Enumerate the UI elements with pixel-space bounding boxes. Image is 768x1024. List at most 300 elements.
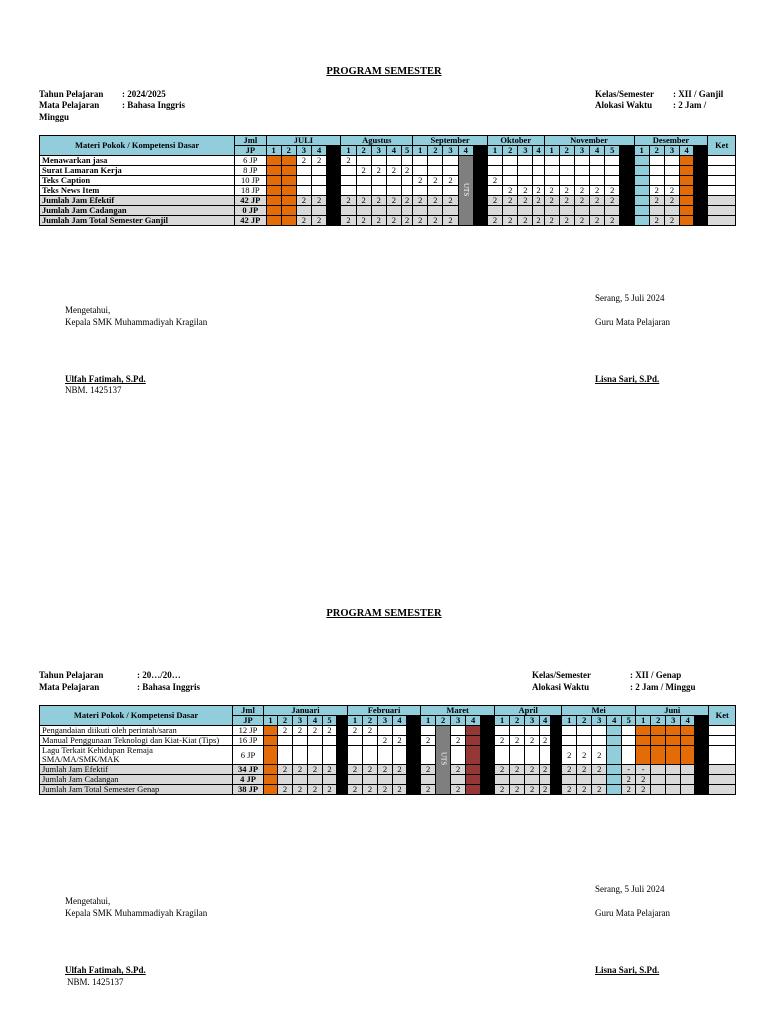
kelas-label: Kelas/Semester: [532, 670, 591, 680]
week-cell-value: 2: [356, 166, 371, 176]
week-cell: [487, 166, 502, 176]
week-cell-value: 2: [518, 196, 533, 206]
place-date: Serang, 5 Juli 2024: [595, 293, 665, 303]
week-cell: [337, 736, 348, 746]
kelas-value: : XII / Genap: [630, 670, 682, 680]
table-row: [40, 746, 736, 765]
week-cell: [636, 746, 651, 765]
header-jp: JP: [233, 716, 264, 726]
week-cell: [407, 785, 421, 795]
week-cell: [574, 156, 589, 166]
week-cell-value: 2: [341, 196, 356, 206]
week-cell: [327, 156, 341, 166]
week-cell: [311, 206, 326, 216]
week-cell: [327, 176, 341, 186]
week: 4: [680, 146, 694, 156]
week-cell: [607, 726, 622, 736]
week-cell: [323, 736, 337, 746]
week-cell: [281, 196, 296, 206]
week-cell-value: 2: [401, 216, 412, 226]
week-cell: [680, 196, 694, 206]
month-juli: JULI: [266, 136, 341, 146]
week-cell: [266, 156, 281, 166]
week-cell-value: 2: [574, 186, 589, 196]
week-cell: [495, 775, 510, 785]
week-cell: [708, 216, 736, 226]
table-row: [40, 186, 736, 196]
week-cell: [356, 206, 371, 216]
week-cell-value: 2: [503, 196, 518, 206]
week: 4: [308, 716, 323, 726]
week-cell: [393, 746, 407, 765]
week-cell-value: 2: [487, 196, 502, 206]
week: 4: [533, 146, 544, 156]
week: 1: [348, 716, 363, 726]
kelas-value: : XII / Ganjil: [673, 89, 724, 99]
week-cell: [281, 176, 296, 186]
week-cell: [323, 775, 337, 785]
row-materi: Teks News Item: [40, 186, 235, 196]
week-cell: [708, 156, 736, 166]
week-cell: [264, 765, 278, 775]
month-agustus: Agustus: [341, 136, 413, 146]
week-cell: [634, 186, 649, 196]
row-materi: Pengandaian diikuti oleh perintah/saran: [40, 726, 233, 736]
week-gap: [481, 716, 495, 726]
week-cell: [620, 206, 634, 216]
week-cell-value: 2: [386, 196, 401, 206]
week-cell-value: 2: [323, 726, 337, 736]
table-row: [40, 736, 736, 746]
week-cell: [694, 156, 708, 166]
week-cell: [281, 216, 296, 226]
week-cell-value: 2: [293, 785, 308, 795]
schedule-table-ganjil: [39, 135, 736, 226]
week-cell: [393, 775, 407, 785]
week-cell: [708, 166, 736, 176]
week-cell: [311, 166, 326, 176]
week-cell: [401, 186, 412, 196]
table-row: [40, 156, 736, 166]
row-materi: Lagu Terkait Kehidupan Remaja SMA/MA/SMK/MAK: [40, 746, 233, 765]
week-cell: [466, 775, 481, 785]
week-cell: [503, 166, 518, 176]
week-gap: [551, 716, 562, 726]
page-title-genap: PROGRAM SEMESTER: [326, 608, 442, 619]
uts-label: UTS: [439, 752, 448, 766]
week-cell: [264, 726, 278, 736]
week-cell: [363, 775, 378, 785]
table-row: [40, 166, 736, 176]
week-cell-value: 2: [544, 196, 559, 206]
alokasi-label: Alokasi Waktu: [532, 682, 590, 692]
week: 5: [605, 146, 620, 156]
week-cell-value: 2: [293, 765, 308, 775]
week-cell: [577, 736, 592, 746]
week-cell-value: 2: [636, 785, 651, 795]
week-cell: [378, 775, 393, 785]
week-cell: [574, 206, 589, 216]
week-cell: [421, 746, 436, 765]
alokasi-value: : 2 Jam / Minggu: [630, 682, 696, 692]
row-jp: 8 JP: [235, 166, 266, 176]
week-cell-value: 2: [559, 186, 574, 196]
week-cell: [266, 216, 281, 226]
week-cell: [413, 156, 428, 166]
week-cell: [407, 765, 421, 775]
week-cell: [681, 736, 695, 746]
week: 5: [401, 146, 412, 156]
month-maret: Maret: [421, 706, 495, 716]
week-cell-value: 2: [308, 765, 323, 775]
tahun-label: Tahun Pelajaran: [39, 89, 104, 99]
week-cell: [574, 176, 589, 186]
week-cell: [544, 156, 559, 166]
week-cell: [264, 736, 278, 746]
week-cell-value: 2: [393, 785, 407, 795]
week-cell: [264, 746, 278, 765]
week: 1: [266, 146, 281, 156]
week-cell-value: 2: [413, 216, 428, 226]
week-cell-value: 2: [293, 726, 308, 736]
week-cell: [481, 785, 495, 795]
week-cell: [636, 726, 651, 736]
week: 2: [363, 716, 378, 726]
week: 2: [428, 146, 443, 156]
week-cell: [694, 216, 708, 226]
week-cell-value: 2: [592, 785, 607, 795]
header-materi: Materi Pokok / Kompetensi Dasar: [40, 136, 235, 156]
week-cell-value: 2: [371, 166, 386, 176]
week-cell: [605, 206, 620, 216]
week-cell: [590, 166, 605, 176]
week: 1: [544, 146, 559, 156]
week: 1: [634, 146, 649, 156]
week-cell-value: 2: [296, 156, 311, 166]
week-cell: [337, 785, 348, 795]
table-row: [40, 216, 736, 226]
row-jp: 42 JP: [235, 196, 266, 206]
week-cell: [525, 746, 540, 765]
guru-title: Guru Mata Pelajaran: [595, 317, 670, 327]
week-cell-value: 2: [308, 785, 323, 795]
week-cell-value: 2: [544, 186, 559, 196]
week: 4: [607, 716, 622, 726]
week-cell: [607, 785, 622, 795]
week-cell: [709, 775, 736, 785]
row-materi: Jumlah Jam Cadangan: [40, 206, 235, 216]
week-cell-value: 2: [401, 166, 412, 176]
week-cell: [607, 765, 622, 775]
row-jp: 10 JP: [235, 176, 266, 186]
week: 2: [510, 716, 525, 726]
week-cell-value: 2: [577, 765, 592, 775]
week-cell-value: 2: [590, 186, 605, 196]
week-cell: [518, 176, 533, 186]
week: 1: [421, 716, 436, 726]
week-cell: [533, 156, 544, 166]
week-cell: [622, 736, 636, 746]
week-cell: [680, 166, 694, 176]
week-cell-value: 2: [544, 216, 559, 226]
week-cell-value: [458, 156, 473, 226]
week: 3: [592, 716, 607, 726]
week-cell: [401, 156, 412, 166]
week-cell: [413, 166, 428, 176]
week-cell: [473, 186, 487, 196]
week-cell-value: 2: [525, 736, 540, 746]
week-cell-value: 2: [562, 785, 577, 795]
week-cell: [666, 765, 681, 775]
week-cell-value: 2: [510, 736, 525, 746]
week-cell-value: 2: [296, 196, 311, 206]
week-cell: [481, 775, 495, 785]
week-cell: [651, 746, 666, 765]
week-cell-value: -: [622, 765, 636, 775]
week-cell: [407, 736, 421, 746]
week-cell-value: 2: [323, 785, 337, 795]
week-cell-value: 2: [518, 216, 533, 226]
week-cell-value: 2: [664, 186, 679, 196]
week-cell: [296, 206, 311, 216]
week-cell: [473, 206, 487, 216]
week-cell: [694, 186, 708, 196]
kepala-title: Kepala SMK Muhammadiyah Kragilan: [65, 317, 208, 327]
row-materi: Teks Caption: [40, 176, 235, 186]
month-juni: Juni: [636, 706, 709, 716]
week-cell-value: -: [636, 765, 651, 775]
week-cell: [327, 166, 341, 176]
week-cell: [281, 166, 296, 176]
week-cell-value: 2: [590, 196, 605, 206]
week-cell: [451, 746, 466, 765]
week-cell: [607, 746, 622, 765]
table-row: [40, 775, 736, 785]
week-cell-value: 2: [510, 765, 525, 775]
week-cell-value: 2: [533, 186, 544, 196]
week-cell: [551, 736, 562, 746]
week-cell: [709, 785, 736, 795]
week-cell: [666, 736, 681, 746]
week: 2: [281, 146, 296, 156]
week-cell: [337, 775, 348, 785]
week-cell-value: [436, 726, 451, 795]
week-cell: [551, 726, 562, 736]
header-jml: Jml: [233, 706, 264, 716]
week-gap: [407, 716, 421, 726]
week-cell: [649, 156, 664, 166]
week-cell-value: 2: [495, 785, 510, 795]
week-cell: [664, 166, 679, 176]
mapel-label: Mata Pelajaran: [39, 682, 100, 692]
week-cell: [386, 176, 401, 186]
week-cell-value: 2: [278, 765, 293, 775]
week: 3: [443, 146, 458, 156]
week-cell-value: 2: [649, 216, 664, 226]
week-cell: [466, 746, 481, 765]
week: 3: [525, 716, 540, 726]
guru-name: Lisna Sari, S.Pd.: [595, 965, 660, 975]
week-cell: [293, 746, 308, 765]
week-cell: [590, 176, 605, 186]
week-cell-value: 2: [525, 785, 540, 795]
week-cell-value: 2: [378, 785, 393, 795]
week-cell: [620, 196, 634, 206]
week-cell: [651, 736, 666, 746]
week-cell-value: 2: [401, 196, 412, 206]
week-cell-value: 2: [311, 156, 326, 166]
kepala-nbm: NBM. 1425137: [65, 385, 122, 395]
week-cell: [636, 736, 651, 746]
week-cell: [371, 186, 386, 196]
week: 2: [649, 146, 664, 156]
week-cell-value: 2: [371, 196, 386, 206]
tahun-label: Tahun Pelajaran: [39, 670, 104, 680]
week: 2: [503, 146, 518, 156]
week-cell: [694, 166, 708, 176]
row-jp: 0 JP: [235, 206, 266, 216]
week-cell: [337, 765, 348, 775]
week-cell-value: 2: [574, 216, 589, 226]
week-cell-value: 2: [649, 186, 664, 196]
week-cell: [327, 186, 341, 196]
week-cell: [544, 166, 559, 176]
week-cell-value: 2: [562, 765, 577, 775]
week-cell: [681, 746, 695, 765]
week-cell-value: 2: [363, 726, 378, 736]
month-april: April: [495, 706, 562, 716]
week-cell: [694, 206, 708, 216]
week-cell: [708, 196, 736, 206]
week-cell: [473, 216, 487, 226]
week-cell: [681, 765, 695, 775]
week-cell: [341, 166, 356, 176]
row-materi: Menawarkan jasa: [40, 156, 235, 166]
week-cell-value: 2: [378, 765, 393, 775]
week-cell: [634, 206, 649, 216]
week-cell: [666, 785, 681, 795]
week-cell-value: 2: [577, 746, 592, 765]
week-cell-value: 2: [428, 216, 443, 226]
week-cell: [664, 156, 679, 166]
week-cell: [443, 186, 458, 196]
week-cell: [562, 775, 577, 785]
week-cell-value: 2: [413, 176, 428, 186]
week-cell: [337, 726, 348, 736]
row-jp: 18 JP: [235, 186, 266, 196]
week-cell: [293, 736, 308, 746]
month-november: November: [544, 136, 634, 146]
week-cell-value: 2: [393, 736, 407, 746]
week: 4: [311, 146, 326, 156]
week: 2: [278, 716, 293, 726]
week-cell: [421, 775, 436, 785]
week-cell-value: 2: [664, 196, 679, 206]
kelas-label: Kelas/Semester: [595, 89, 654, 99]
week-cell: [327, 216, 341, 226]
week: 3: [378, 716, 393, 726]
week-cell: [709, 726, 736, 736]
week-cell-value: 2: [363, 785, 378, 795]
week-cell-value: 2: [413, 196, 428, 206]
week-cell-value: 2: [386, 166, 401, 176]
week-cell-value: 2: [495, 765, 510, 775]
week-cell-value: 2: [559, 196, 574, 206]
week-cell-value: 2: [421, 785, 436, 795]
week-cell: [562, 736, 577, 746]
week-cell: [605, 156, 620, 166]
week: 3: [518, 146, 533, 156]
week: 5: [622, 716, 636, 726]
week-cell: [592, 726, 607, 736]
week: 3: [293, 716, 308, 726]
week-cell: [510, 746, 525, 765]
week-cell: [466, 765, 481, 775]
week-cell: [323, 746, 337, 765]
week-cell: [694, 176, 708, 186]
mapel-wrap: Minggu: [39, 112, 70, 122]
header-jml: Jml: [235, 136, 266, 146]
week-cell: [327, 206, 341, 216]
row-materi: Manual Penggunaan Teknologi dan Kiat-Kiat (Tips): [40, 736, 233, 746]
week-cell: [540, 775, 551, 785]
week-cell: [510, 726, 525, 736]
week-cell-value: 2: [363, 765, 378, 775]
week-cell-value: 2: [636, 775, 651, 785]
schedule-table-genap: [39, 705, 736, 795]
week-cell-value: 2: [278, 726, 293, 736]
tahun-value: : 20…/20…: [137, 670, 181, 680]
week-cell-value: 2: [296, 216, 311, 226]
week-cell: [620, 166, 634, 176]
week-cell-value: 2: [664, 216, 679, 226]
week-cell: [428, 166, 443, 176]
month-september: September: [413, 136, 488, 146]
table-row: [40, 196, 736, 206]
week-cell: [278, 746, 293, 765]
week-cell: [607, 775, 622, 785]
week-cell: [296, 186, 311, 196]
week-cell: [487, 156, 502, 166]
week-cell: [590, 206, 605, 216]
week-cell: [695, 726, 709, 736]
kepala-nbm: NBM. 1425137: [67, 977, 124, 987]
week-cell: [695, 785, 709, 795]
week: 3: [666, 716, 681, 726]
week: 1: [264, 716, 278, 726]
week-cell: [348, 736, 363, 746]
week: 3: [574, 146, 589, 156]
week-gap: [473, 146, 487, 156]
week-cell: [308, 736, 323, 746]
week-cell-value: 2: [574, 196, 589, 206]
week-cell: [695, 746, 709, 765]
week-cell: [664, 176, 679, 186]
week-cell: [386, 186, 401, 196]
week-cell: [371, 176, 386, 186]
week-cell: [666, 746, 681, 765]
week: 2: [356, 146, 371, 156]
week-cell-value: 2: [590, 216, 605, 226]
page-title-ganjil: PROGRAM SEMESTER: [326, 66, 442, 77]
week-cell: [311, 186, 326, 196]
week-cell-value: 2: [386, 216, 401, 226]
header-ket: Ket: [708, 136, 736, 156]
week-cell: [544, 206, 559, 216]
week-cell: [620, 186, 634, 196]
week-cell-value: 2: [605, 186, 620, 196]
week-cell-value: 2: [443, 176, 458, 186]
